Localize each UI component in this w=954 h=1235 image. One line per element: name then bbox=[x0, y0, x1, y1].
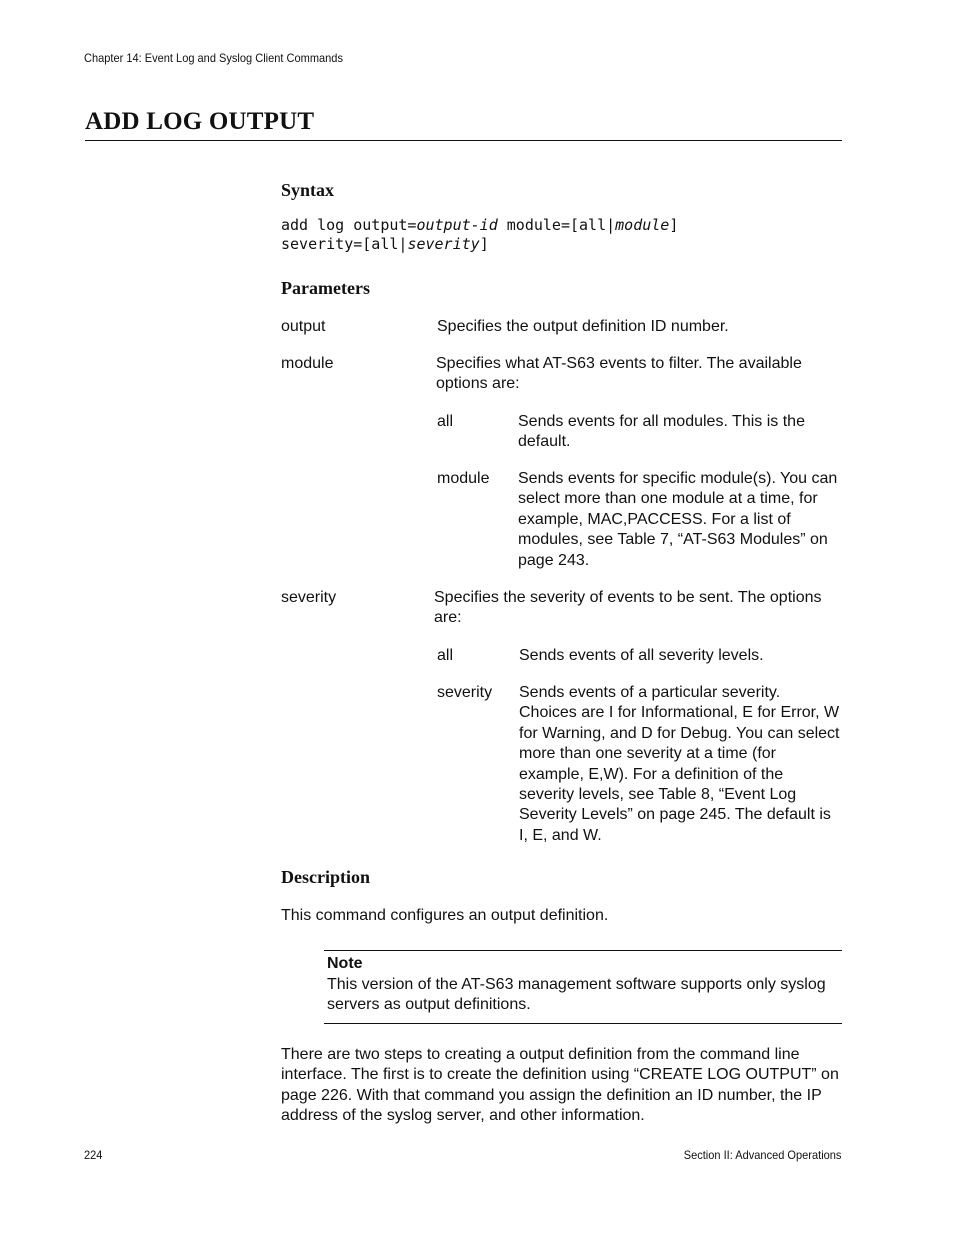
param-severity-desc: Specifies the severity of events to be sent. The options are: bbox=[434, 589, 822, 627]
param-severity-name: severity bbox=[281, 589, 337, 606]
running-header: Chapter 14: Event Log and Syslog Client Commands bbox=[84, 51, 343, 65]
section-footer: Section II: Advanced Operations bbox=[683, 1148, 841, 1162]
module-option-module-desc: Sends events for specific module(s). You can select more than one module at a time, for example, MAC,PACCESS. For a list of modules, see Table 7, “AT-S63 Modules” on page 243. bbox=[518, 470, 838, 569]
param-module-name: module bbox=[281, 355, 334, 372]
syntax-line-1: add log output=output-id module=[all|module] bbox=[281, 216, 679, 234]
description-text: This command configures an output definition. bbox=[281, 907, 609, 924]
description-heading: Description bbox=[281, 867, 370, 887]
note-bottom-rule bbox=[324, 1023, 842, 1024]
module-option-all-name: all bbox=[437, 413, 454, 430]
severity-option-severity-desc: Sends events of a particular severity. Choices are I for Informational, E for Error, W for Warning, and D for Debug. You can select more than one severity at a time (for example, E,W). For a definition of the severity levels, see Table 8, “Event Log Severity Levels” on page 245. The default is I, E, and W. bbox=[519, 684, 840, 844]
module-option-all-desc: Sends events for all modules. This is the default. bbox=[518, 413, 805, 451]
param-output-desc: Specifies the output definition ID number. bbox=[437, 318, 729, 335]
description-paragraph: There are two steps to creating a output definition from the command line interface. The first is to create the definition using “CREATE LOG OUTPUT” on page 226. With that command you assign the definition an ID number, the IP address of the syslog server, and other information. bbox=[281, 1046, 839, 1125]
note-text: This version of the AT-S63 management software supports only syslog servers as output definitions. bbox=[327, 976, 826, 1014]
module-option-module-name: module bbox=[437, 470, 490, 487]
syntax-heading: Syntax bbox=[281, 180, 335, 200]
parameters-heading: Parameters bbox=[281, 278, 370, 298]
title-rule bbox=[85, 140, 842, 141]
page-title: ADD LOG OUTPUT bbox=[85, 108, 315, 135]
severity-option-all-desc: Sends events of all severity levels. bbox=[519, 647, 764, 664]
page-number: 224 bbox=[84, 1148, 103, 1162]
severity-option-all-name: all bbox=[437, 647, 454, 664]
syntax-line-2: severity=[all|severity] bbox=[281, 235, 489, 253]
param-output-name: output bbox=[281, 318, 326, 335]
param-module-desc: Specifies what AT-S63 events to filter. The available options are: bbox=[436, 355, 802, 393]
note-title: Note bbox=[327, 955, 363, 972]
note-top-rule bbox=[324, 950, 842, 951]
severity-option-severity-name: severity bbox=[437, 684, 493, 701]
